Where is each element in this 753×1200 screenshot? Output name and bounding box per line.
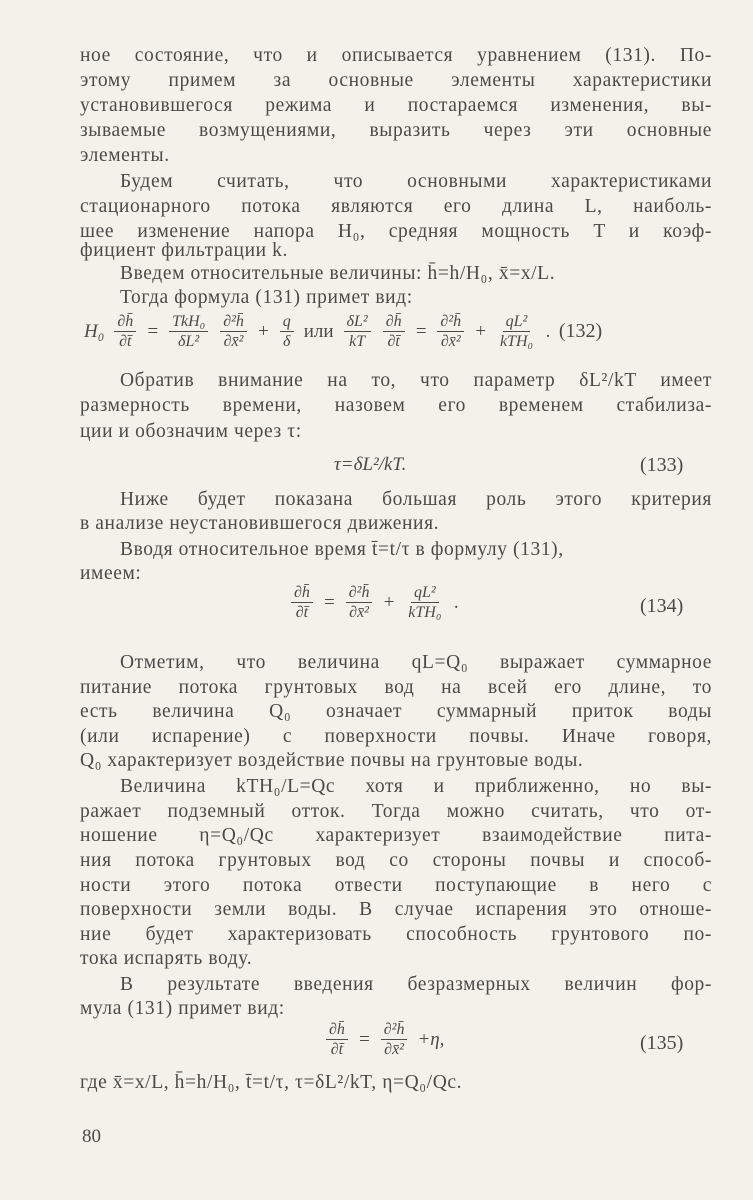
formula-term: +η, [417,1028,445,1050]
denominator: ∂x̄² [349,604,369,621]
equation-number: (133) [640,454,684,476]
equation-number: (134) [640,595,684,617]
formula-term: τ=δL²/kT. [334,454,407,475]
numerator: ∂h̄ [114,312,136,332]
denominator: ∂t̄ [330,1041,344,1058]
text-line: стационарного потока являются его длина L, наиболь- [80,196,712,217]
text-line: имеем: [80,563,142,584]
text-line: мула (131) примет вид: [80,998,285,1019]
numerator: ∂h̄ [326,1020,348,1040]
formula-term: или [303,320,334,342]
fraction [346,583,373,622]
text-line: (или испарение) с поверхности почвы. Иначе говоря, [80,726,712,747]
denominator: ∂t̄ [387,333,400,350]
text-line: ражает подземный отток. Тогда можно считать, что от- [80,801,712,822]
denominator: ∂t̄ [119,333,132,350]
text-line: шее изменение напора H₀, средняя мощность T и коэф- [80,221,712,242]
numerator: qL² [411,583,439,603]
text-line: этому примем за основные элементы характеристики [80,70,712,91]
numerator: q [280,312,294,332]
formula-term: = [146,320,160,342]
formula [285,583,463,622]
text-line: поверхности земли воды. В случае испарения это отноше- [80,899,712,920]
formula-term: H₀ [84,320,105,342]
fraction [497,312,536,351]
numerator: ∂h̄ [383,312,405,332]
equation-number: (132) [558,320,603,342]
text-line: установившегося режима и постараемся изменения, вы- [80,95,712,116]
formula-term: + [382,591,396,613]
fraction [437,312,464,351]
text-line: Величина kTH₀/L=Qc хотя и приближенно, но вы- [120,776,712,797]
numerator: ∂²h̄ [381,1020,408,1040]
text-line: Ниже будет показана большая роль этого критерия [120,489,712,510]
fraction [344,312,371,351]
text-line: В результате введения безразмерных величин фор- [120,974,712,995]
numerator: TkH₀ [169,312,208,332]
fraction [326,1020,348,1059]
text-line: Тогда формула (131) примет вид: [120,287,413,308]
denominator: ∂t̄ [295,604,309,621]
numerator: ∂h̄ [291,583,313,603]
text-line: размерность времени, назовем его временем стабилиза- [80,395,712,416]
numerator: ∂²h̄ [220,312,247,332]
denominator: kT [349,333,366,350]
denominator: δL² [178,333,200,350]
denominator: ∂x̄² [384,1041,404,1058]
text-line: зываемые возмущениями, выразить через эти основные [80,120,712,141]
formula [80,312,606,351]
equation-number: (135) [640,1032,684,1054]
text-line: ции и обозначим через τ: [80,421,302,442]
denominator: δ [283,333,291,350]
text-line: фициент фильтрации k. [80,240,288,261]
text-line: Введем относительные величины: h̄=h/H₀, x̄=x/L. [120,263,556,284]
formula-term: . [454,591,460,613]
fraction [169,312,208,351]
formula [330,454,410,476]
text-line: где x̄=x/L, h̄=h/H₀, t̄=t/τ, τ=δL²/kT, η=Q₀/Qc. [80,1072,463,1093]
text-line: есть величина Q₀ означает суммарный приток воды [80,701,712,722]
text-line: тока испарять воду. [80,948,253,969]
fraction [280,312,294,351]
fraction [405,583,444,622]
fraction [291,583,313,622]
text-line: ношение η=Q₀/Qc характеризует взаимодействие пита- [80,825,712,846]
text-line: ное состояние, что и описывается уравнением (131). По- [80,45,712,66]
text-line: питание потока грунтовых вод на всей его длине, то [80,677,712,698]
denominator: kTH₀ [499,333,534,350]
formula [320,1020,448,1059]
formula-term: = [414,320,428,342]
fraction [381,1020,408,1059]
text-line: в анализе неустановившегося движения. [80,513,440,534]
text-line: ние будет характеризовать способность грунтового по- [80,924,712,945]
numerator: qL² [503,312,531,332]
text-line: Вводя относительное время t̄=t/τ в формулу (131), [120,539,564,560]
denominator: kTH₀ [408,604,442,621]
text-line: ности этого потока отвести поступающие в него с [80,875,712,896]
text-line: элементы. [80,145,170,166]
numerator: ∂²h̄ [437,312,464,332]
text-line: Q₀ характеризует воздействие почвы на грунтовые воды. [80,750,584,771]
denominator: ∂x̄² [440,333,461,350]
text-line: Обратив внимание на то, что параметр δL²/kT имеет [120,370,712,391]
numerator: δL² [344,312,371,332]
formula-term: = [322,591,336,613]
text-line: Будем считать, что основными характеристиками [120,171,712,192]
formula-term: = [357,1028,371,1050]
formula-term: + [474,320,487,342]
numerator: ∂²h̄ [346,583,373,603]
text-line: ния потока грунтовых вод со стороны почвы и способ- [80,850,712,871]
page-number: 80 [82,1126,101,1147]
text-line: Отметим, что величина qL=Q₀ выражает суммарное [120,652,712,673]
formula-term: . [546,320,551,342]
fraction [114,312,136,351]
fraction [220,312,247,351]
fraction [383,312,405,351]
formula-term: + [256,320,270,342]
denominator: ∂x̄² [223,333,244,350]
